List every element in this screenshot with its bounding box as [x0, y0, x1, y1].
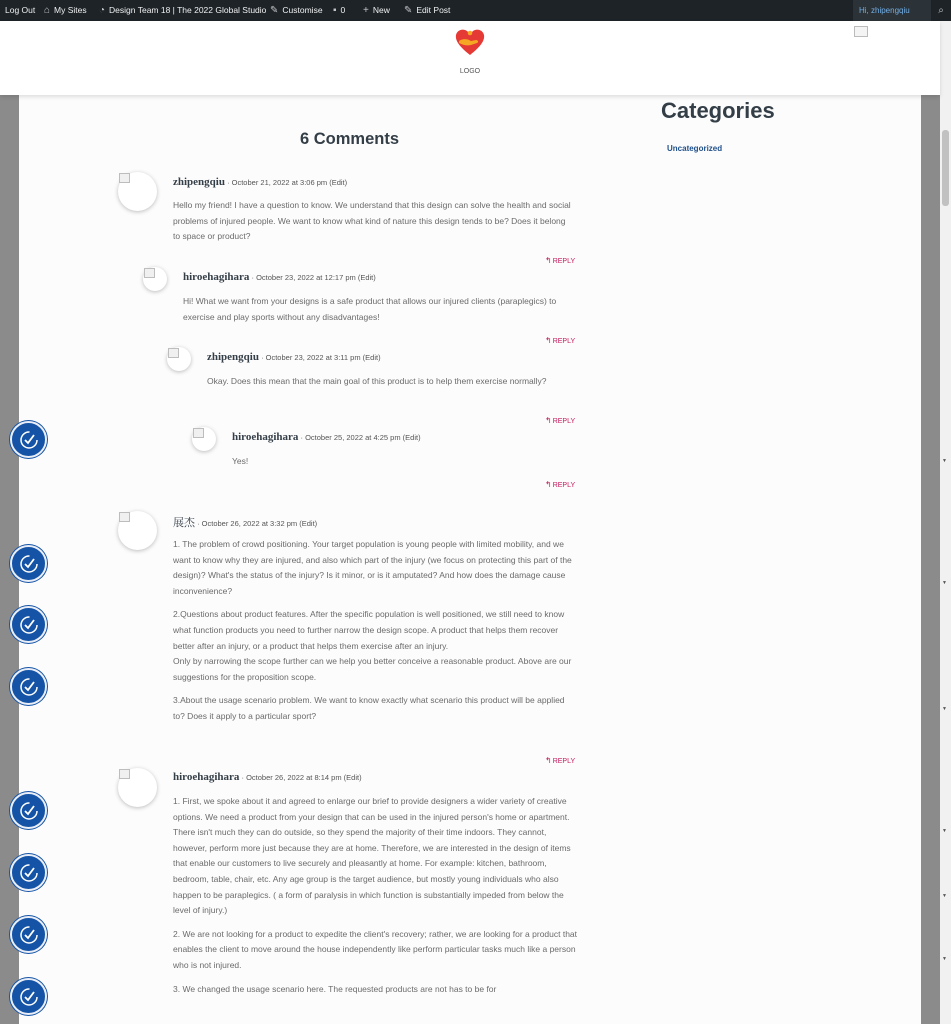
- reply-button[interactable]: [545, 416, 575, 425]
- logout-label: Log Out: [5, 5, 36, 15]
- comment-edit-link[interactable]: (Edit): [402, 433, 421, 442]
- comment-paragraph: Yes!: [232, 456, 249, 466]
- comment-body: [173, 794, 578, 1024]
- reply-button[interactable]: [545, 256, 575, 265]
- logo-text: LOGO: [459, 68, 481, 75]
- avatar: [143, 267, 167, 291]
- reply-button[interactable]: [545, 336, 575, 345]
- comment-paragraph: 2. We are not looking for a product to expedite the client's recovery; rather, we are looking for a product that enables the client to move around the house independently like perform particular tasks much like a person who is not injured.: [173, 928, 578, 970]
- accessibility-button[interactable]: [10, 606, 47, 643]
- comment-meta: [183, 271, 376, 283]
- comment-paragraph: Hi! What we want from your designs is a safe product that allows our injured clients (paraplegics) to exercise and play sports without any disadvantages!: [183, 296, 557, 322]
- scroll-marker-icon: ▼: [942, 706, 947, 712]
- reply-arrow-icon: ↰: [545, 416, 552, 425]
- comment-edit-link[interactable]: (Edit): [362, 353, 381, 362]
- accessibility-button[interactable]: [10, 545, 47, 582]
- accessibility-check-icon: [18, 429, 40, 451]
- accessibility-button[interactable]: [10, 916, 47, 953]
- dashboard-icon: ◔: [99, 5, 106, 16]
- reply-button[interactable]: [545, 756, 575, 765]
- avatar: [167, 347, 191, 371]
- comment-paragraph: 2.Questions about product features. After the specific population is well positioned, we still need to know what function products you need to further narrow the design scope. A product that helps them recover better after an injury, or a product that helps them exercise after an injury. Only by narrowing the scope further can we help you better conceive a reasonable product. Above are our suggestions for the proposition scope.: [173, 609, 572, 682]
- comment-paragraph: 1. First, we spoke about it and agreed to enlarge our brief to provide designers a wider variety of creative options. We need a product from your design that can be used in the injured person's home or apartment. There isn't much they can do outside, so they spend the majority of their time indoors. They cannot, however, perform more just because they are at home. Therefore, we are interested in the design of items that enable our customers to live securely and pleasantly at home. For example: kitchen, bathroom, bedroom, table, chair, etc. Any age group is the target audience, but mostly young individuals who also happen to be paraplegics. ( a form of paralysis in which function is substantially impeded from below the level of injury.): [173, 796, 571, 916]
- comment-meta: [173, 176, 347, 188]
- comment-paragraph: Hello my friend! I have a question to know. We understand that this design can solve the health and social problems of injured people. We want to know what kind of nature this design tends to be? Does it belong to space or product?: [173, 200, 571, 242]
- comment-date[interactable]: · October 26, 2022 at 8:14 pm: [241, 773, 342, 782]
- accessibility-check-icon: [18, 924, 40, 946]
- comment-body: [173, 537, 578, 725]
- comment-author[interactable]: zhipengqiu: [207, 351, 259, 363]
- reply-button[interactable]: [545, 480, 575, 489]
- avatar: [118, 511, 157, 550]
- comment-body: [232, 454, 562, 470]
- comment-paragraph: 3.About the usage scenario problem. We want to know exactly what scenario this product will be applied to? Does it apply to a particular sport?: [173, 695, 565, 721]
- comment-paragraph: 3. We changed the usage scenario here. The requested products are not has to be for: [173, 983, 497, 994]
- reply-label: REPLY: [552, 338, 576, 345]
- category-link-uncategorized[interactable]: Uncategorized: [667, 144, 723, 153]
- accessibility-button[interactable]: [10, 792, 47, 829]
- comment-date[interactable]: · October 23, 2022 at 12:17 pm: [251, 273, 356, 282]
- comment-author[interactable]: hiroehagihara: [173, 771, 240, 783]
- comments-link[interactable]: [333, 0, 345, 21]
- comment-edit-link[interactable]: (Edit): [343, 773, 362, 782]
- site-name-label: Design Team 18 | The 2022 Global Studio: [109, 5, 267, 15]
- scroll-marker-icon: ▼: [942, 893, 947, 899]
- comment-meta: [232, 431, 421, 443]
- customise-label: Customise: [282, 5, 323, 15]
- comment-date[interactable]: · October 23, 2022 at 3:11 pm: [261, 353, 361, 362]
- comment-edit-link[interactable]: (Edit): [329, 178, 348, 187]
- comment-date[interactable]: · October 25, 2022 at 4:25 pm: [300, 433, 401, 442]
- accessibility-check-icon: [18, 614, 40, 636]
- scroll-marker-icon: ▼: [942, 458, 947, 464]
- accessibility-button[interactable]: [10, 854, 47, 891]
- pencil-icon: ✎: [404, 5, 413, 16]
- reply-arrow-icon: ↰: [545, 480, 552, 489]
- scroll-marker-icon: ▼: [942, 828, 947, 834]
- reply-label: REPLY: [552, 418, 576, 425]
- comment-body: [183, 294, 558, 325]
- right-gutter: [921, 95, 940, 1024]
- comment-bubble-icon: ▪: [333, 5, 337, 16]
- comment-author[interactable]: 展杰: [173, 517, 195, 529]
- customise-link[interactable]: [270, 0, 323, 21]
- comments-count: 0: [340, 5, 346, 15]
- scroll-marker-icon: ▼: [942, 956, 947, 962]
- new-label: New: [372, 5, 390, 15]
- my-sites-label: My Sites: [54, 5, 87, 15]
- broken-image-icon: [854, 26, 868, 37]
- logo-heart-icon[interactable]: [454, 26, 486, 58]
- accessibility-check-icon: [18, 862, 40, 884]
- comment-date[interactable]: · October 21, 2022 at 3:06 pm: [227, 178, 328, 187]
- brush-icon: ✎: [270, 5, 279, 16]
- comment-meta: [173, 771, 362, 783]
- reply-arrow-icon: ↰: [545, 256, 552, 265]
- accessibility-check-icon: [18, 553, 40, 575]
- avatar: [118, 768, 157, 807]
- my-sites-link[interactable]: [44, 0, 87, 21]
- new-link[interactable]: [363, 0, 390, 21]
- comment-body: [173, 198, 573, 245]
- edit-post-link[interactable]: [404, 0, 450, 21]
- scroll-marker-icon: ▼: [942, 580, 947, 586]
- comment-author[interactable]: hiroehagihara: [232, 431, 299, 443]
- comment-author[interactable]: zhipengqiu: [173, 176, 225, 188]
- reply-label: REPLY: [552, 482, 576, 489]
- comment-meta: [173, 514, 317, 530]
- scrollbar-thumb[interactable]: [942, 130, 949, 206]
- comments-title: 6 Comments: [300, 130, 400, 148]
- search-icon[interactable]: ⌕: [938, 5, 944, 16]
- comment-body: [207, 374, 562, 390]
- accessibility-button[interactable]: [10, 668, 47, 705]
- accessibility-check-icon: [18, 676, 40, 698]
- comment-meta: [207, 351, 381, 363]
- my-sites-icon: ⌂: [44, 5, 51, 16]
- reply-label: REPLY: [552, 758, 576, 765]
- site-header: [0, 21, 940, 95]
- avatar: [118, 172, 157, 211]
- my-account-link[interactable]: [853, 0, 931, 21]
- logout-link[interactable]: [5, 0, 35, 21]
- comment-author[interactable]: hiroehagihara: [183, 271, 250, 283]
- reply-arrow-icon: ↰: [545, 756, 552, 765]
- accessibility-check-icon: [18, 800, 40, 822]
- accessibility-button[interactable]: [10, 978, 47, 1015]
- comment-paragraph: Okay. Does this mean that the main goal of this product is to help them exercise normally?: [207, 376, 547, 386]
- edit-post-label: Edit Post: [416, 5, 451, 15]
- howdy-label: Hi, zhipengqiu: [859, 6, 910, 15]
- categories-title: Categories: [661, 98, 775, 123]
- admin-bar: [0, 0, 951, 21]
- reply-arrow-icon: ↰: [545, 336, 552, 345]
- comment-date[interactable]: · October 26, 2022 at 3:32 pm: [197, 519, 298, 528]
- accessibility-button[interactable]: [10, 421, 47, 458]
- avatar: [192, 427, 216, 451]
- comment-paragraph: 1. The problem of crowd positioning. Your target population is young people with limited mobility, and we want to know why they are injured, and also which part of the injury (we focus on protecting this part of the design)? What's the status of the injury? Is it minor, or is it amputated? And how does the damage cause inconvenience?: [173, 539, 572, 596]
- plus-icon: +: [363, 5, 369, 16]
- site-name-link[interactable]: [99, 0, 266, 21]
- reply-label: REPLY: [552, 258, 576, 265]
- comment-edit-link[interactable]: (Edit): [357, 273, 376, 282]
- comment-edit-link[interactable]: (Edit): [299, 519, 318, 528]
- accessibility-check-icon: [18, 986, 40, 1008]
